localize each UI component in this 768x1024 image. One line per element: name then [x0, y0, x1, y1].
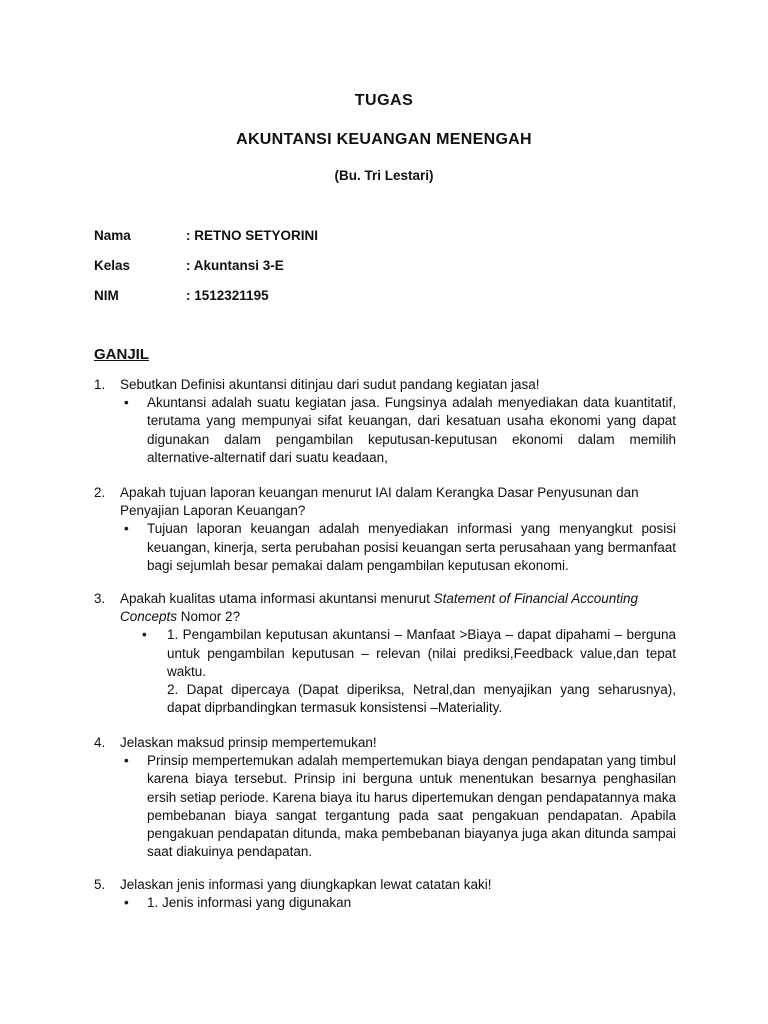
- answer-item: [94, 394, 676, 467]
- question-number: 4.: [94, 735, 106, 750]
- answer-text: Tujuan laporan keuangan adalah menyediakan informasi yang menyangkut posisi keuangan, kinerja, serta perubahan posisi keuangan serta perusahaan yang bermanfaat bagi sejumlah besar pemakai dalam pengambilan keputusan ekonomi.: [147, 521, 676, 573]
- answer-item: [94, 894, 676, 912]
- question-2: [94, 484, 676, 575]
- question-4: [94, 734, 676, 861]
- answer-list: [94, 520, 676, 575]
- answer-text-part-1: 1. Pengambilan keputusan akuntansi – Manfaat >Biaya – dapat dipahami – berguna untuk pengambilan keputusan – relevan (nilai prediksi,Feedback value,dan tepat waktu.: [167, 627, 676, 679]
- question-text-italic: Statement of Financial Accounting Concepts: [120, 591, 639, 625]
- answer-list: [94, 626, 676, 717]
- answer-text-part-2: 2. Dapat dipercaya (Dapat diperiksa, Netral,dan menyajikan yang seharusnya), dapat diprbandingkan termasuk konsistensi –Materiality.: [167, 682, 676, 716]
- bullet-icon: •: [124, 395, 129, 411]
- nim-label: NIM: [94, 288, 119, 303]
- bullet-icon: •: [124, 753, 129, 769]
- answer-item: [94, 752, 676, 861]
- answer-list: [94, 894, 676, 912]
- question-text: Jelaskan maksud prinsip mempertemukan!: [120, 735, 377, 750]
- question-number: 1.: [94, 377, 106, 392]
- question-text-end: Nomor 2?: [177, 609, 241, 625]
- student-nim-row: [94, 287, 269, 305]
- question-text: Jelaskan jenis informasi yang diungkapkan lewat catatan kaki!: [120, 877, 492, 892]
- question-number: 3.: [94, 591, 106, 606]
- answer-text: Prinsip mempertemukan adalah mempertemukan biaya dengan pendapatan yang timbul karena biaya tersebut. Prinsip ini berguna untuk menentukan besarnya penghasilan ersih setiap periode. Karena biaya itu harus dipertemukan dengan pendapatannya maka pembebanan biaya sangat tergantung pada saat pengakuan pendapatan. Apabila pengakuan pendapatan ditunda, maka pembebanan biayanya juga akan ditunda sampai saat diakuinya pendapatan.: [147, 753, 676, 860]
- student-class-row: [94, 257, 284, 275]
- bullet-icon: •: [142, 627, 147, 643]
- name-value: : RETNO SETYORINI: [186, 228, 319, 243]
- answer-item: [94, 520, 676, 575]
- bullet-icon: •: [124, 521, 129, 537]
- question-number: 5.: [94, 877, 106, 892]
- class-value: : Akuntansi 3-E: [186, 258, 284, 273]
- class-label: Kelas: [94, 258, 131, 273]
- answer-text: Akuntansi adalah suatu kegiatan jasa. Fungsinya adalah menyediakan data kuantitatif, terutama yang mempunyai sifat keuangan, dari kesatuan usaha ekonomi yang dapat digunakan dalam pengambilan keputusan-keputusan ekonomi dalam memilih alternative-alternatif dari suatu keadaan,: [147, 395, 676, 465]
- nim-value: : 1512321195: [186, 288, 269, 303]
- course-title: AKUNTANSI KEUANGAN MENENGAH: [236, 131, 532, 148]
- section-heading: GANJIL: [94, 346, 150, 363]
- lecturer-name: (Bu. Tri Lestari): [334, 168, 434, 183]
- answer-text: 1. Jenis informasi yang digunakan: [147, 895, 352, 911]
- answer-list: [94, 752, 676, 861]
- question-number: 2.: [94, 485, 106, 500]
- question-text-start: Apakah kualitas utama informasi akuntansi menurut: [120, 591, 434, 606]
- document-title: TUGAS: [354, 92, 414, 109]
- question-text: Apakah tujuan laporan keuangan menurut IAI dalam Kerangka Dasar Penyusunan dan Penyajian Laporan Keuangan?: [120, 485, 639, 519]
- name-label: Nama: [94, 228, 131, 243]
- answer-item: [94, 626, 676, 717]
- question-3: [94, 590, 676, 717]
- answer-list: [94, 394, 676, 467]
- bullet-icon: •: [124, 895, 129, 911]
- question-text: [120, 590, 676, 626]
- student-name-row: [94, 227, 318, 245]
- question-text: Sebutkan Definisi akuntansi ditinjau dari sudut pandang kegiatan jasa!: [120, 377, 540, 392]
- question-1: [94, 376, 676, 467]
- question-5: [94, 876, 676, 912]
